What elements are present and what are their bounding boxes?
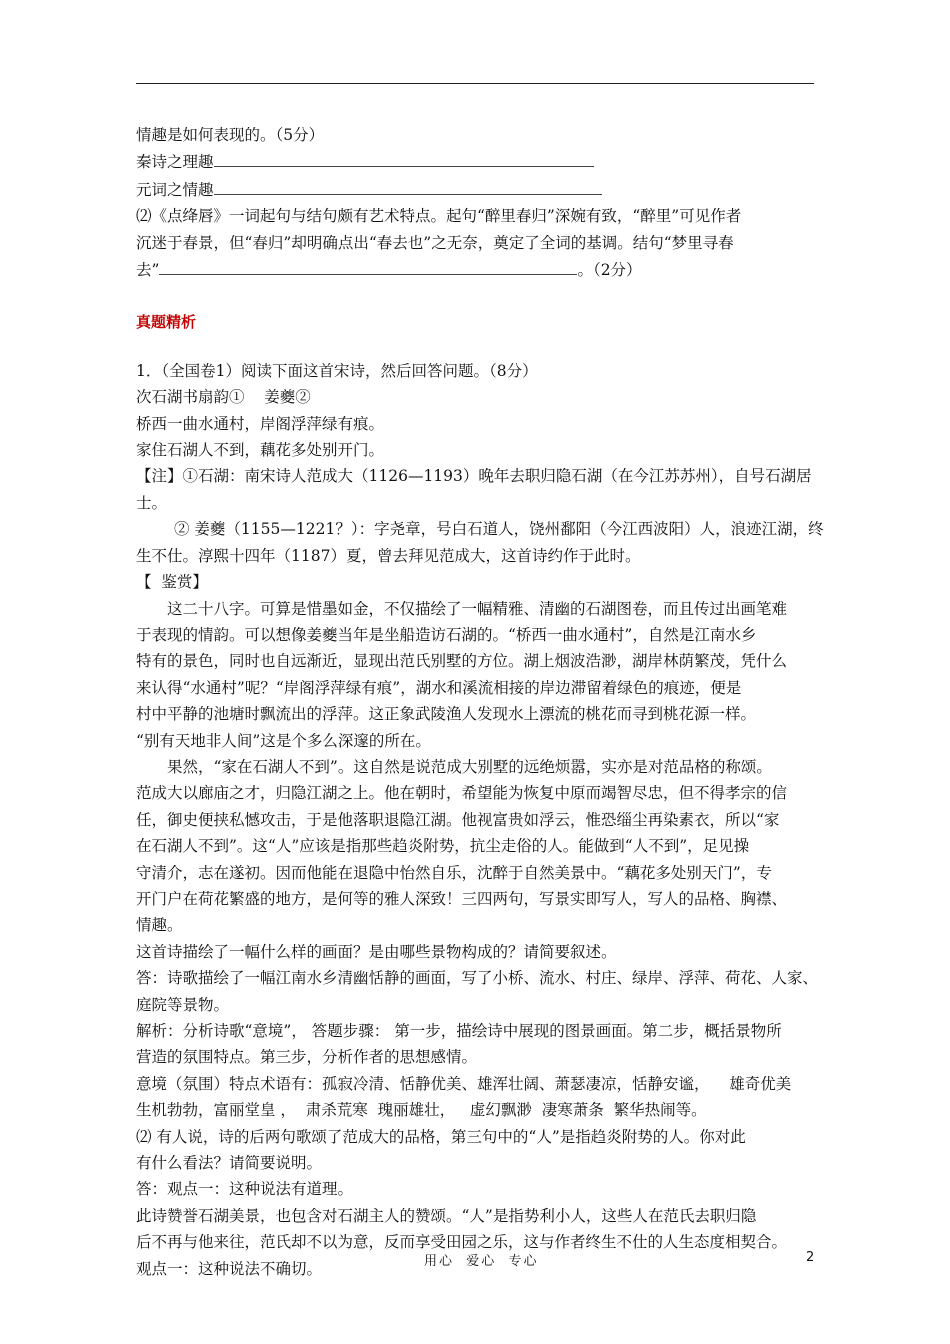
text-line: 庭院等景物。 [136, 995, 230, 1014]
para1-line: “别有天地非人间”这是个多么深邃的所在。 [136, 731, 431, 750]
header-rule [136, 83, 814, 84]
text-line: ⑵ 有人说，诗的后两句歌颂了范成大的品格，第三句中的“人”是指趋炎附势的人。你对此 [136, 1127, 746, 1146]
answer-blank-3[interactable] [159, 256, 577, 275]
page-content [136, 122, 824, 1282]
para2-line: 任，御史便挟私憾攻击，于是他落职退隐江湖。他视富贵如浮云，惟恐缁尘再染素衣，所以“家 [136, 810, 780, 829]
note-line-4: 生不仕。淳熙十四年（1187）夏，曾去拜见范成大，这首诗约作于此时。 [136, 546, 641, 565]
text-line: 有什么看法？请简要说明。 [136, 1154, 323, 1173]
intro-line-2 [136, 148, 814, 175]
text-line: 观点一：这种说法不确切。 [136, 1259, 323, 1278]
para2-line: 开门户在荷花繁盛的地方，是何等的雅人深致！三四两句，写景实即写人，写人的品格、胸襟、 [136, 889, 788, 908]
answer-blank-2[interactable] [214, 176, 602, 195]
para2-line: 情趣。 [136, 916, 183, 935]
text-line: 解析：分析诗歌“意境”， 答题步骤： 第一步，描绘诗中展现的图景画面。第二步，概括景物所 [136, 1022, 782, 1040]
page-number: 2 [806, 1250, 815, 1265]
text-line: 生机勃勃，富丽堂皇 ， 肃杀荒寒 瑰丽雄壮， 虚幻飘渺 凄寒萧条 繁华热闹等。 [136, 1101, 707, 1120]
para2-line: 范成大以廊庙之才，归隐江湖之上。他在朝时，希望能为恢复中原而竭智尽忠，但不得孝宗的信 [136, 784, 788, 803]
poem-line-1: 桥西一曲水通村，岸阁浮萍绿有痕。 [136, 414, 385, 433]
note-line-2: 士。 [136, 493, 168, 512]
para1-line: 于表现的情韵。可以想像姜夔当年是坐船造访石湖的。“桥西一曲水通村”，自然是江南水乡 [136, 625, 757, 644]
intro-line-5: 沉迷于春景，但“春归”却明确点出“春去也”之无奈，奠定了全词的基调。结句“梦里寻春 [136, 233, 734, 252]
intro-line-6-start: 去” [136, 261, 160, 280]
text-line: 意境（氛围）特点术语有：孤寂冷清、恬静优美、雄浑壮阔、萧瑟凄凉，恬静安谧， 雄奇优美 [136, 1074, 792, 1093]
text-line: 此诗赞誉石湖美景，也包含对石湖主人的赞颂。“人”是指势利小人，这些人在范氏去职归隐 [136, 1206, 757, 1225]
footer-motto: 用心 爱心 专心 [424, 1254, 539, 1269]
intro-line-6 [136, 256, 814, 283]
para2-line: 守清介，志在遂初。因而他能在退隐中怡然自乐，沈醉于自然美景中。“藕花多处别天门”，专 [136, 863, 772, 882]
text-line: 答：诗歌描绘了一幅江南水乡清幽恬静的画面，写了小桥、流水、村庄、绿岸、浮萍、荷花、人家、 [136, 969, 819, 988]
answer-blank-1[interactable] [214, 148, 594, 167]
para1-line: 来认得“水通村”呢？“岸阁浮萍绿有痕”，湖水和溪流相接的岸边滞留着绿色的痕迹，便是 [136, 678, 742, 697]
qin-poem-label: 秦诗之理趣 [136, 153, 214, 172]
q1-line-1: 1．（全国卷1）阅读下面这首宋诗，然后回答问题。（8分） [136, 361, 538, 380]
para2-line: 果然，“家在石湖人不到”。这自然是说范成大别墅的远绝烦嚣，实亦是对范品格的称颂。 [167, 757, 772, 776]
intro-line-1: 情趣是如何表现的。（5分） [136, 126, 325, 144]
para1-line: 特有的景色，同时也自远渐近，显现出范氏别墅的方位。湖上烟波浩渺，湖岸林荫繁茂，凭什么 [136, 652, 788, 671]
para1-line: 村中平静的池塘时飘流出的浮萍。这正象武陵渔人发现水上漂流的桃花而寻到桃花源一样。 [136, 705, 757, 724]
text-line: 这首诗描绘了一幅什么样的画面？是由哪些景物构成的？请简要叙述。 [136, 942, 617, 961]
poem-title: 次石湖书扇韵① 姜夔② [136, 388, 311, 407]
para1-line: 这二十八字。可算是惜墨如金，不仅描绘了一幅精雅、清幽的石湖图卷，而且传过出画笔难 [167, 599, 788, 618]
poem-line-2: 家住石湖人不到，藕花多处别开门。 [136, 441, 385, 460]
appreciation-heading: 【 鉴赏】 [136, 573, 208, 592]
text-line: 营造的氛围特点。第三步，分析作者的思想感情。 [136, 1048, 478, 1067]
intro-line-4: ⑵《点绛唇》一词起句与结句颇有艺术特点。起句“醉里春归”深婉有致，“醉里”可见作者 [136, 207, 742, 226]
section-title: 真题精析 [136, 313, 197, 332]
yuan-ci-label: 元词之情趣 [136, 180, 214, 199]
note-line-1: 【注】①石湖：南宋诗人范成大（1126—1193）晚年去职归隐石湖（在今江苏苏州），自号石湖居 [136, 467, 812, 486]
note-line-3: ② 姜夔（1155—1221？）：字尧章，号白石道人，饶州鄱阳（今江西波阳）人，浪迹江湖，终 [174, 520, 824, 539]
text-line: 答：观点一：这种说法有道理。 [136, 1180, 354, 1199]
intro-line-3 [136, 176, 814, 203]
intro-line-6-end: 。（2分） [577, 261, 642, 280]
text-line: 后不再与他来往，范氏却不以为意，反而享受田园之乐，这与作者终生不仕的人生态度相契合。 [136, 1233, 788, 1252]
para2-line: 在石湖人不到”。这“人”应该是指那些趋炎附势，抗尘走俗的人。能做到“人不到”，足见操 [136, 837, 750, 856]
